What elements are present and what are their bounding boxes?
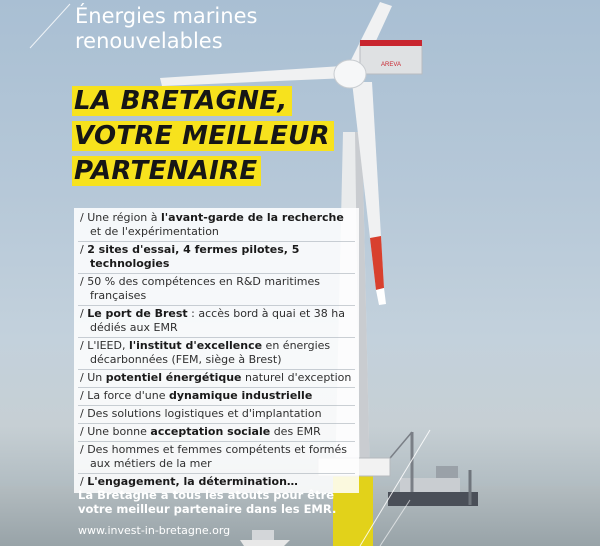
installation-vessel bbox=[380, 432, 478, 506]
feature-text: / bbox=[80, 243, 88, 256]
nacelle-brand: AREVA bbox=[381, 62, 401, 68]
feature-item bbox=[78, 370, 355, 388]
feature-item bbox=[78, 274, 355, 306]
nacelle bbox=[360, 44, 422, 74]
feature-highlight: potentiel énergétique bbox=[105, 371, 242, 384]
feature-item bbox=[78, 338, 355, 370]
feature-highlight: acceptation sociale bbox=[150, 425, 271, 438]
blade-left bbox=[160, 66, 348, 86]
feature-text: / Un bbox=[80, 371, 106, 384]
feature-item bbox=[78, 442, 355, 474]
feature-text: en énergies décarbonnées (FEM, siège à Brest) bbox=[90, 339, 331, 366]
feature-item bbox=[78, 306, 355, 338]
feature-text: / Des solutions logistiques et d'implantation bbox=[80, 407, 322, 420]
service-boat bbox=[240, 530, 290, 546]
headline-line-1: LA BRETAGNE, bbox=[72, 86, 292, 116]
feature-text: / L'IEED, bbox=[80, 339, 129, 352]
feature-text: / bbox=[80, 475, 88, 488]
feature-highlight: Le port de Brest bbox=[87, 307, 188, 320]
feature-text: naturel d'exception bbox=[241, 371, 352, 384]
feature-highlight: L'engagement, la détermination… bbox=[87, 475, 298, 488]
feature-text: : accès bord à quai et 38 ha dédiés aux EMR bbox=[90, 307, 346, 334]
headline-line-2: VOTRE MEILLEUR bbox=[72, 121, 334, 151]
feature-item bbox=[78, 424, 355, 442]
headline-line-3: PARTENAIRE bbox=[72, 156, 261, 186]
feature-text: / Des hommes et femmes compétents et formés aux métiers de la mer bbox=[80, 443, 347, 470]
feature-highlight: l'institut d'excellence bbox=[128, 339, 263, 352]
feature-highlight: dynamique industrielle bbox=[168, 389, 313, 402]
website-link[interactable]: www.invest-in-bretagne.org bbox=[78, 524, 231, 537]
headline bbox=[72, 86, 334, 191]
subtitle bbox=[75, 4, 325, 54]
feature-highlight: l'avant-garde de la recherche bbox=[161, 211, 344, 224]
feature-item bbox=[78, 210, 355, 242]
feature-text: et de l'expérimentation bbox=[90, 225, 219, 238]
feature-list bbox=[74, 208, 359, 493]
feature-text: des EMR bbox=[270, 425, 321, 438]
feature-text: / 50 % des compétences en R&D maritimes françaises bbox=[80, 275, 321, 302]
subtitle-line-2: renouvelables bbox=[75, 29, 223, 53]
subtitle-line-1: Énergies marines bbox=[75, 4, 258, 28]
blade-red-tip bbox=[370, 236, 384, 290]
feature-item bbox=[78, 406, 355, 424]
feature-highlight: 2 sites d'essai, 4 fermes pilotes, 5 technologies bbox=[87, 243, 300, 270]
rotor-hub bbox=[334, 60, 366, 88]
feature-text: / La force d'une bbox=[80, 389, 169, 402]
feature-item bbox=[78, 242, 355, 274]
tagline: La Bretagne a tous les atouts pour être votre meilleur partenaire dans les EMR. bbox=[78, 488, 337, 516]
feature-text: / Une région à bbox=[80, 211, 162, 224]
feature-item bbox=[78, 388, 355, 406]
feature-text: / bbox=[80, 307, 88, 320]
decorative-line bbox=[30, 4, 70, 48]
feature-text: / Une bonne bbox=[80, 425, 151, 438]
